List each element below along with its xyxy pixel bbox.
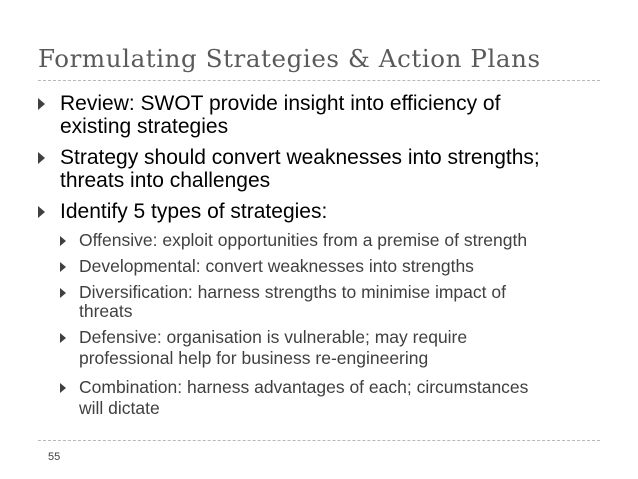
page-number: 55 (48, 451, 61, 463)
sub-bullet-arrow-icon (60, 333, 66, 343)
sub-bullet-arrow-icon (60, 236, 66, 246)
sub-bullet-text-line: professional help for business re-engineering (79, 348, 429, 368)
bullet-text-line: existing strategies (60, 115, 229, 138)
sub-bullet-arrow-icon (60, 383, 66, 393)
slide-title: Formulating Strategies & Action Plans (38, 44, 541, 73)
sub-bullet-text-line: will dictate (79, 398, 160, 418)
bullet-arrow-icon (38, 152, 45, 164)
bullet-text-line: threats into challenges (60, 169, 271, 192)
bullet-arrow-icon (38, 206, 45, 218)
sub-bullet-arrow-icon (60, 288, 66, 298)
sub-bullet-text-line: Combination: harness advantages of each; circumstances (79, 377, 529, 397)
sub-bullet-text-line: Diversification: harness strengths to minimise impact of (79, 282, 506, 302)
sub-bullet-text-line: Developmental: convert weaknesses into strengths (79, 256, 474, 276)
sub-bullet-text-line: Offensive: exploit opportunities from a premise of strength (79, 230, 528, 250)
sub-bullet-arrow-icon (60, 262, 66, 272)
bullet-arrow-icon (38, 98, 45, 110)
sub-bullet-text-line: Defensive: organisation is vulnerable; may require (79, 327, 468, 347)
bullet-text-line: Identify 5 types of strategies: (60, 200, 328, 223)
bullet-text-line: Strategy should convert weaknesses into strengths; (60, 146, 540, 169)
footer-divider (38, 440, 600, 441)
sub-bullet-text-line: threats (79, 301, 133, 321)
bullet-text-line: Review: SWOT provide insight into efficiency of (60, 92, 501, 115)
title-divider (38, 80, 600, 81)
